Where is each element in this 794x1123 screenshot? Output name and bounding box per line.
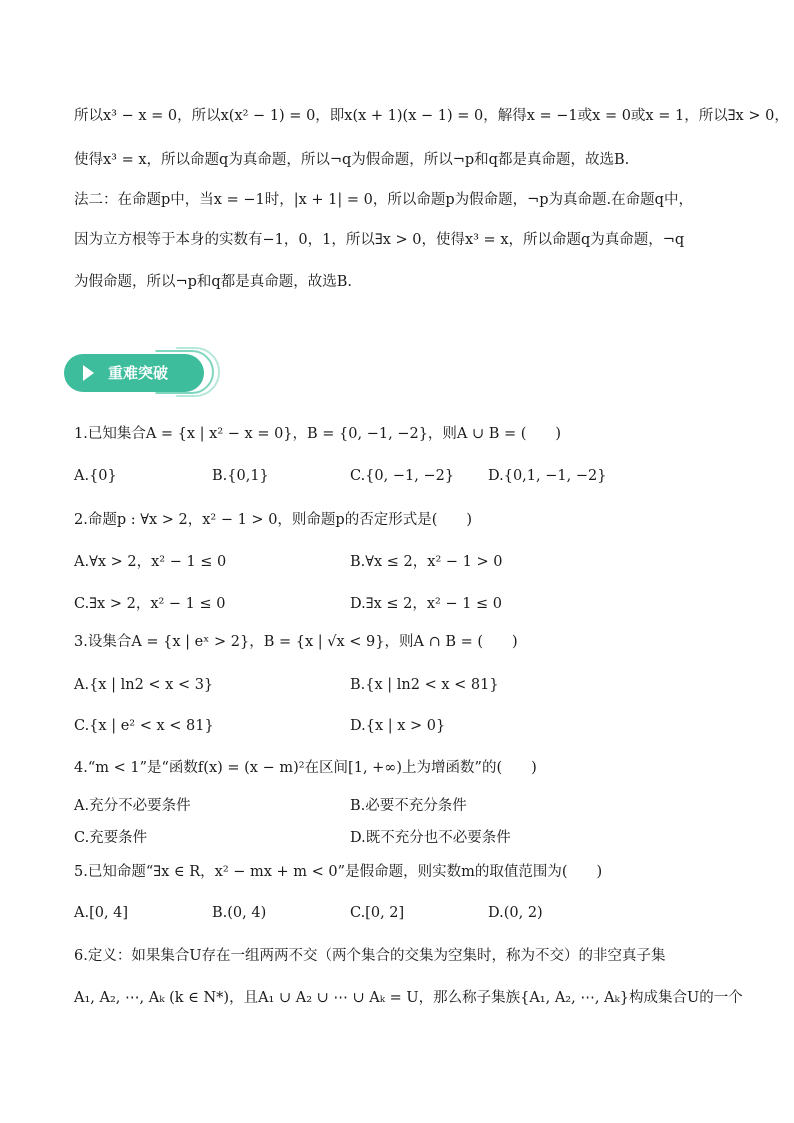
question-4-option-d: D.既不充分也不必要条件	[350, 830, 511, 846]
question-3-option-c: C.{x | e² < x < 81}	[74, 718, 214, 734]
question-1-stem: 1.已知集合A = {x | x² − x = 0}，B = {0, −1, −2}，则A ∪ B = ( )	[74, 426, 562, 442]
question-6-line-2: A₁, A₂, ⋯, Aₖ (k ∈ N*)，且A₁ ∪ A₂ ∪ ⋯ ∪ Aₖ = U，那么称子集族{A₁, A₂, ⋯, Aₖ}构成集合U的一个	[74, 990, 743, 1006]
question-6-line-1: 6.定义：如果集合U存在一组两两不交（两个集合的交集为空集时，称为不交）的非空真子集	[74, 948, 666, 964]
question-5-option-c: C.[0, 2]	[350, 905, 405, 921]
question-4-stem: 4.“m < 1”是“函数f(x) = (x − m)²在区间[1, +∞)上为增函数”的( )	[74, 760, 537, 776]
question-1-option-b: B.{0,1}	[212, 468, 269, 484]
solution-line-1: 所以x³ − x = 0，所以x(x² − 1) = 0，即x(x + 1)(x − 1) = 0，解得x = −1或x = 0或x = 1，所以∃x > 0，	[74, 108, 789, 124]
question-1-option-c: C.{0, −1, −2}	[350, 468, 455, 484]
question-4-option-b: B.必要不充分条件	[350, 798, 467, 814]
question-2-option-d: D.∃x ≤ 2，x² − 1 ≤ 0	[350, 596, 503, 612]
section-banner	[64, 350, 216, 396]
question-5-stem: 5.已知命题“∃x ∈ R，x² − mx + m < 0”是假命题，则实数m的取值范围为( )	[74, 864, 603, 880]
question-3-option-a: A.{x | ln2 < x < 3}	[74, 677, 214, 693]
solution-line-3: 法二：在命题p中，当x = −1时，|x + 1| = 0，所以命题p为假命题，¬p为真命题.在命题q中，	[74, 192, 693, 208]
solution-line-4: 因为立方根等于本身的实数有−1，0，1，所以∃x > 0，使得x³ = x，所以命题q为真命题，¬q	[74, 232, 685, 248]
question-2-stem: 2.命题p : ∀x > 2，x² − 1 > 0，则命题p的否定形式是( )	[74, 512, 473, 528]
question-3-option-b: B.{x | ln2 < x < 81}	[350, 677, 499, 693]
question-3-option-d: D.{x | x > 0}	[350, 718, 446, 734]
question-5-option-a: A.[0, 4]	[74, 905, 129, 921]
question-5-option-b: B.(0, 4)	[212, 905, 267, 921]
solution-line-2: 使得x³ = x，所以命题q为真命题，所以¬q为假命题，所以¬p和q都是真命题，故选B.	[74, 152, 630, 168]
question-2-option-c: C.∃x > 2，x² − 1 ≤ 0	[74, 596, 226, 612]
question-1-option-a: A.{0}	[74, 468, 117, 484]
section-title: 重难突破	[108, 364, 169, 382]
question-4-option-a: A.充分不必要条件	[74, 798, 191, 814]
question-4-option-c: C.充要条件	[74, 830, 148, 846]
question-2-option-b: B.∀x ≤ 2，x² − 1 > 0	[350, 554, 503, 570]
question-2-option-a: A.∀x > 2，x² − 1 ≤ 0	[74, 554, 227, 570]
question-1-option-d: D.{0,1, −1, −2}	[488, 468, 607, 484]
solution-line-5: 为假命题，所以¬p和q都是真命题，故选B.	[74, 274, 352, 290]
question-5-option-d: D.(0, 2)	[488, 905, 543, 921]
question-3-stem: 3.设集合A = {x | eˣ > 2}，B = {x | √x < 9}，则A ∩ B = ( )	[74, 634, 518, 650]
play-triangle-icon	[83, 365, 94, 381]
